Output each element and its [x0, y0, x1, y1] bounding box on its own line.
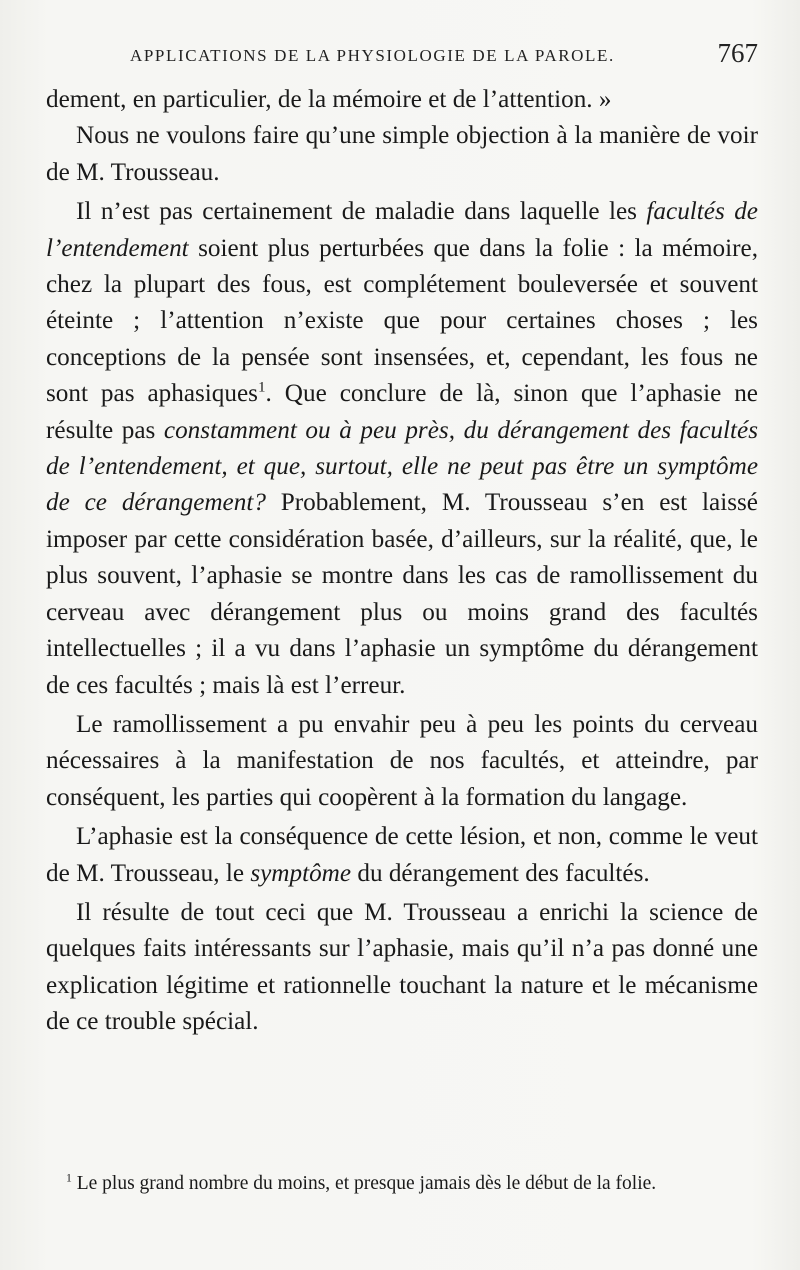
paragraph-3: [46, 194, 758, 704]
footnote-reference: 1: [257, 379, 266, 396]
paragraph-3-text-1: Il n’est pas certainement de maladie dans laquelle les: [76, 198, 647, 226]
footnote-marker: 1: [66, 1171, 72, 1185]
footnote-text: Le plus grand nombre du moins, et presque jamais dès le début de la folie.: [71, 1173, 657, 1194]
paragraph-5: [46, 819, 758, 892]
page-number: 767: [717, 38, 758, 68]
paragraph-3-italic-2: constamment ou à peu près, du dérangement des facultés de l’entendement, et que, surtout, elle ne peut pas être un symptôme de ce dérangement?: [46, 416, 758, 517]
paragraph-3-text-3: . Que conclure de là, sinon que l’aphasie ne résulte pas: [46, 380, 758, 444]
paragraph-3-italic-1: facultés de l’entendement: [46, 198, 758, 262]
paragraph-3-text-2: soient plus perturbées que dans la folie : la mémoire, chez la plupart des fous, est complétement bouleversée et souvent éteinte ; l’attention n’existe que pour certaines choses ; les conceptions de la pensée sont insensées, et, cependant, les fous ne sont pas aphasiques: [46, 234, 758, 408]
paragraph-5-italic-1: symptôme: [250, 859, 352, 887]
paragraph-3-text-4: Probablement, M. Trousseau s’en est laissé imposer par cette considération basée, d’ailleurs, sur la réalité, que, le plus souvent, l’aphasie se montre dans les cas de ramollissement du cerveau avec dérangement plus ou moins grand des facultés intellectuelles ; il a vu dans l’aphasie un symptôme du dérangement de ces facultés ; mais là est l’erreur.: [46, 489, 758, 699]
running-head: [40, 38, 760, 78]
paragraph-2: Nous ne voulons faire qu’une simple objection à la manière de voir de M. Trousseau.: [46, 122, 758, 186]
running-title: APPLICATIONS DE LA PHYSIOLOGIE DE LA PAROLE.: [130, 46, 615, 65]
body-text: [46, 82, 758, 1041]
paragraph-5-text-2: du dérangement des facultés.: [351, 859, 650, 887]
paragraph-1: dement, en particulier, de la mémoire et de l’attention. »: [46, 86, 612, 113]
paragraph-5-text-1: L’aphasie est la conséquence de cette lésion, et non, comme le veut de M. Trousseau, le: [46, 823, 758, 887]
paragraph-4: Le ramollissement a pu envahir peu à peu les points du cerveau nécessaires à la manifestation de nos facultés, et atteindre, par conséquent, les parties qui coopèrent à la formation du langage.: [46, 710, 758, 811]
footnote: [46, 1170, 758, 1197]
paragraph-6: Il résulte de tout ceci que M. Trousseau a enrichi la science de quelques faits intéressants sur l’aphasie, mais qu’il n’a pas donné une explication légitime et rationnelle touchant la nature et le mécanisme de ce trouble spécial.: [46, 898, 758, 1036]
